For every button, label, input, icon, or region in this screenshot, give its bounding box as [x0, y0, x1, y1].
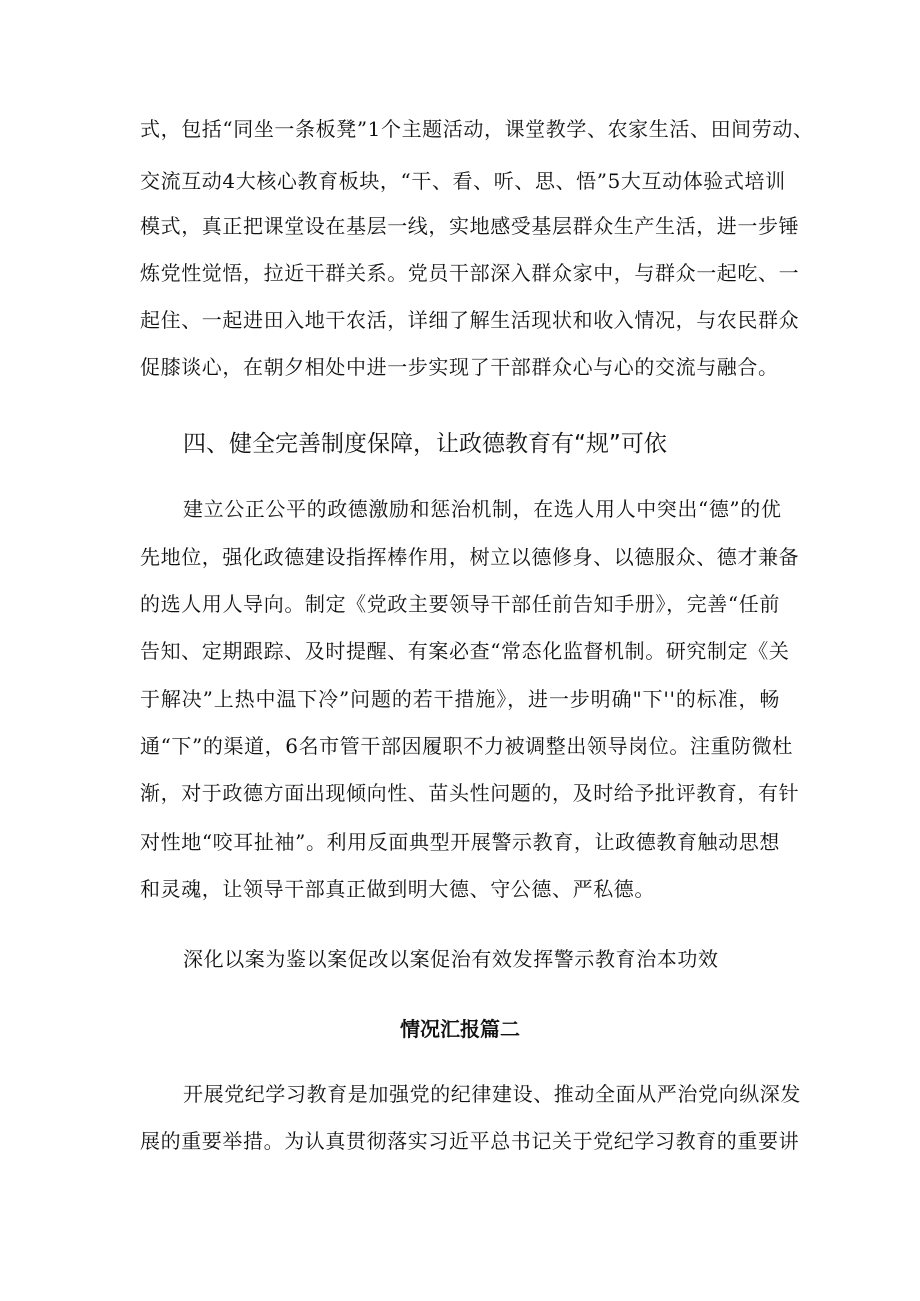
paragraph-line: 促膝谈心，在朝夕相处中进一步实现了干部群众心与心的交流与融合。 — [140, 355, 779, 379]
paragraph-line: 模式，真正把课堂设在基层一线，实地感受基层群众生产生活，进一步锤 — [140, 214, 800, 238]
paragraph-line: 的选人用人导向。制定《党政主要领导干部任前告知手册》，完善“任前 — [140, 592, 780, 616]
paragraph-line: 建立公正公平的政德激励和惩治机制，在选人用人中突出“德”的优 — [183, 497, 782, 521]
paragraph-line: 起住、一起进田入地干农活，详细了解生活现状和收入情况，与农民群众 — [140, 308, 800, 332]
paragraph-line: 对性地“咬耳扯袖”。利用反面典型开展警示教育，让政德教育触动思想 — [140, 830, 780, 854]
paragraph-line: 式，包括“同坐一条板凳”1个主题活动，课堂教学、农家生活、田间劳动、 — [140, 117, 814, 141]
paragraph-line: 告知、定期跟踪、及时提醒、有案必查“常态化监督机制。研究制定《关 — [140, 639, 790, 663]
paragraph-line: 先地位，强化政德建设指挥棒作用，树立以德修身、以德服众、德才兼备 — [140, 545, 800, 569]
section-title: 情况汇报篇二 — [400, 1017, 520, 1041]
paragraph-line: 炼党性觉悟，拉近干群关系。党员干部深入群众家中，与群众一起吃、一 — [140, 261, 800, 285]
paragraph-line: 和灵魂，让领导干部真正做到明大德、守公德、严私德。 — [140, 877, 655, 901]
paragraph-line: 开展党纪学习教育是加强党的纪律建设、推动全面从严治党向纵深发 — [183, 1082, 801, 1106]
paragraph-line: 交流互动4大核心教育板块，“干、看、听、思、悟”5大互动体验式培训 — [140, 169, 786, 193]
paragraph-line: 通“下”的渠道，6名市管干部因履职不力被调整出领导岗位。注重防微杜 — [140, 734, 793, 758]
section-heading: 四、健全完善制度保障，让政德教育有“规”可依 — [183, 431, 667, 457]
article-subtitle: 深化以案为鉴以案促改以案促治有效发挥警示教育治本功效 — [183, 947, 719, 971]
paragraph-line: 渐，对于政德方面出现倾向性、苗头性问题的，及时给予批评教育，有针 — [140, 781, 800, 805]
paragraph-line: 展的重要举措。为认真贯彻落实习近平总书记关于党纪学习教育的重要讲 — [140, 1129, 800, 1153]
paragraph-line: 于解决”上热中温下冷”问题的若干措施》，进一步明确"下''的标准，畅 — [140, 687, 780, 711]
